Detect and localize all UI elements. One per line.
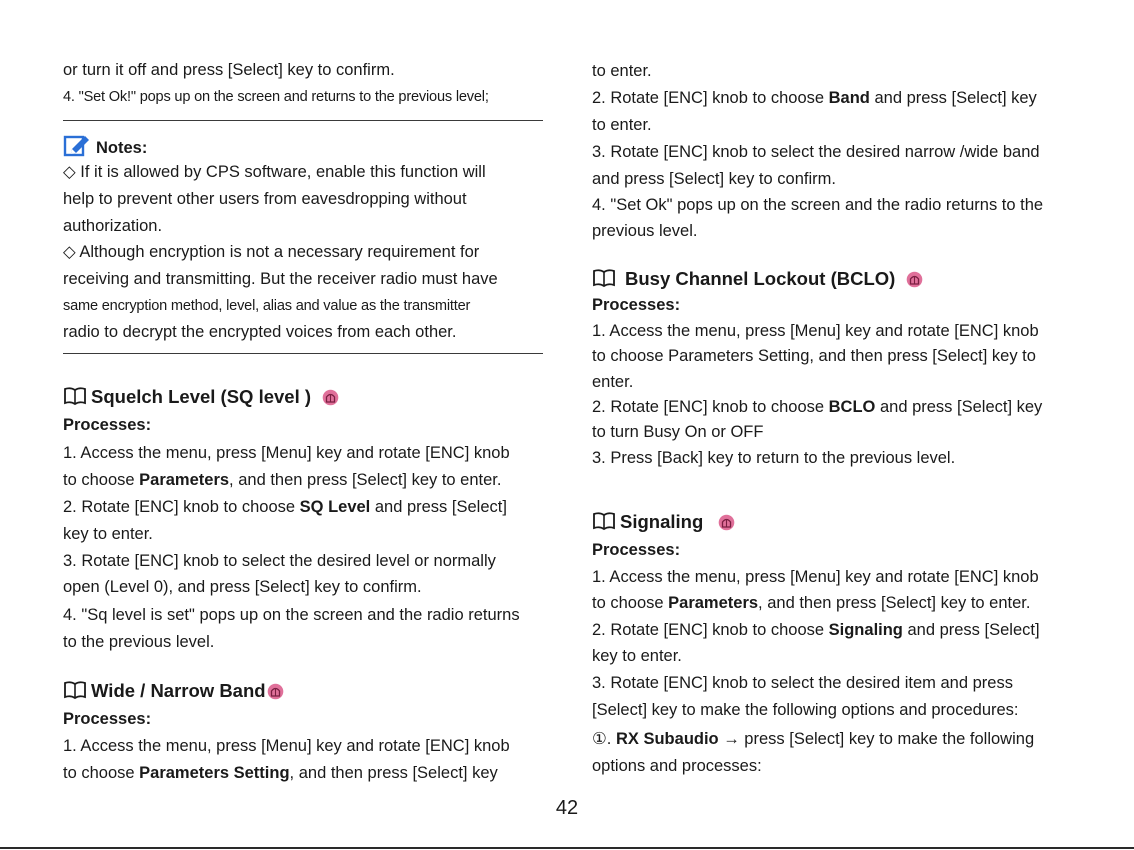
note-line: help to prevent other users from eavesdropping without (63, 190, 467, 208)
step-line: 2. Rotate [ENC] knob to choose Signaling and press [Select] (592, 621, 1040, 639)
step-line: 2. Rotate [ENC] knob to choose SQ Level and press [Select] (63, 498, 507, 516)
open-book-icon (63, 386, 87, 406)
note-line: same encryption method, level, alias and value as the transmitter (63, 298, 471, 314)
section-heading-wide-narrow (63, 679, 284, 703)
processes-label: Processes: (592, 541, 681, 559)
step-line: to turn Busy On or OFF (592, 423, 764, 441)
text-line: or turn it off and press [Select] key to confirm. (63, 61, 395, 79)
section-title: Wide / Narrow Band (91, 680, 266, 701)
step-line: to choose Parameters, and then press [Select] key to enter. (63, 471, 502, 489)
step-line: 3. Rotate [ENC] knob to select the desired narrow /wide band (592, 143, 1040, 161)
text-line: 4. "Set Ok!" pops up on the screen and returns to the previous level; (63, 89, 489, 105)
page-number: 42 (555, 797, 579, 819)
note-line: ◇ Although encryption is not a necessary requirement for (63, 243, 480, 261)
divider (63, 120, 543, 121)
step-line: 4. "Set Ok" pops up on the screen and the radio returns to the (592, 196, 1044, 214)
note-line: ◇ If it is allowed by CPS software, enable this function will (63, 163, 486, 181)
step-line: to choose Parameters, and then press [Select] key to enter. (592, 594, 1031, 612)
divider (63, 353, 543, 354)
step-line: to choose Parameters Setting, and then press [Select] key to (592, 347, 1036, 365)
step-line: and press [Select] key to confirm. (592, 170, 836, 188)
step-line: 1. Access the menu, press [Menu] key and rotate [ENC] knob (63, 444, 510, 462)
notes-title: Notes: (96, 139, 148, 157)
radio-feature-icon (906, 271, 923, 288)
step-line: 1. Access the menu, press [Menu] key and rotate [ENC] knob (63, 737, 510, 755)
step-line: options and processes: (592, 757, 762, 775)
step-line: 2. Rotate [ENC] knob to choose Band and press [Select] key (592, 89, 1037, 107)
notes-pencil-icon (63, 133, 91, 157)
notes-heading (63, 133, 147, 159)
step-line: ①. RX Subaudio → press [Select] key to make the following (592, 730, 1035, 748)
note-line: radio to decrypt the encrypted voices from each other. (63, 323, 457, 341)
section-heading-bclo (592, 267, 923, 291)
open-book-icon (592, 268, 616, 288)
step-line: 3. Rotate [ENC] knob to select the desired item and press (592, 674, 1013, 692)
step-line: to enter. (592, 62, 652, 80)
radio-feature-icon (322, 389, 339, 406)
open-book-icon (63, 680, 87, 700)
section-heading-squelch (63, 385, 339, 409)
step-line: 3. Rotate [ENC] knob to select the desired level or normally (63, 552, 496, 570)
step-line: previous level. (592, 222, 698, 240)
step-line: 2. Rotate [ENC] knob to choose BCLO and press [Select] key (592, 398, 1043, 416)
step-line: 1. Access the menu, press [Menu] key and rotate [ENC] knob (592, 568, 1039, 586)
section-title: Busy Channel Lockout (BCLO) (625, 268, 896, 289)
processes-label: Processes: (63, 416, 152, 434)
step-line: [Select] key to make the following options and procedures: (592, 701, 1019, 719)
note-line: authorization. (63, 217, 163, 235)
step-line: enter. (592, 373, 634, 391)
step-line: key to enter. (592, 647, 682, 665)
step-line: to choose Parameters Setting, and then press [Select] key (63, 764, 498, 782)
step-line: 1. Access the menu, press [Menu] key and rotate [ENC] knob (592, 322, 1039, 340)
step-line: to enter. (592, 116, 652, 134)
step-line: to the previous level. (63, 633, 215, 651)
note-line: receiving and transmitting. But the receiver radio must have (63, 270, 498, 288)
radio-feature-icon (267, 683, 284, 700)
step-line: 4. "Sq level is set" pops up on the screen and the radio returns (63, 606, 520, 624)
section-title: Signaling (620, 511, 704, 532)
radio-feature-icon (718, 514, 735, 531)
processes-label: Processes: (63, 710, 152, 728)
section-title: Squelch Level (SQ level ) (91, 386, 312, 407)
step-line: 3. Press [Back] key to return to the previous level. (592, 449, 956, 467)
bottom-divider (0, 847, 1134, 849)
section-heading-signaling (592, 510, 735, 534)
step-line: key to enter. (63, 525, 153, 543)
open-book-icon (592, 511, 616, 531)
processes-label: Processes: (592, 296, 681, 314)
step-line: open (Level 0), and press [Select] key to confirm. (63, 578, 422, 596)
